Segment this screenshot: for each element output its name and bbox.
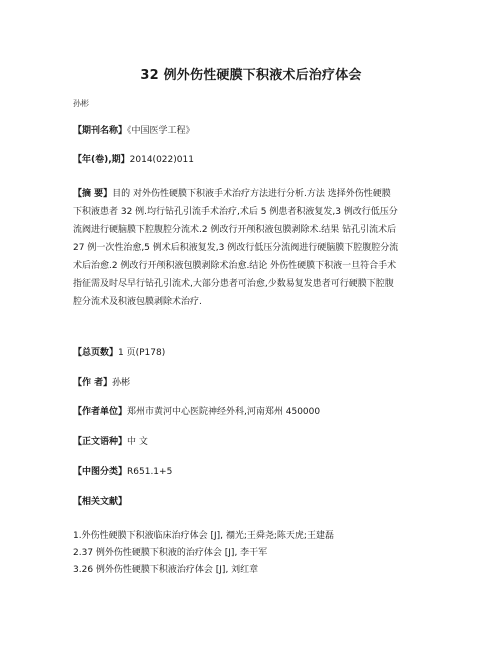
- related-list: [73, 528, 334, 579]
- author-value: 孙彬: [112, 378, 131, 388]
- abstract-line: 【摘 要】目的 对外伤性硬膜下积液手术治疗方法进行分析.方法 选择外伤性硬膜: [73, 189, 391, 199]
- classification-label: 【中图分类】: [73, 467, 128, 477]
- language-field: [73, 436, 148, 449]
- year-issue-label: 【年(卷),期】: [73, 155, 130, 165]
- classification-field: [73, 466, 172, 479]
- abstract-line: 腔分流术及积液包膜剥除术治疗.: [73, 297, 202, 307]
- journal-label: 【期刊名称】: [73, 126, 128, 136]
- abstract-line: 下积液患者 32 例.均行钻孔引流手术治疗,术后 5 例患者积液复发,3 例改行低压分: [73, 207, 398, 217]
- abstract-label: 【摘 要】: [73, 189, 113, 199]
- related-item[interactable]: 1.外伤性硬膜下积液临床治疗体会 [J], 禤光;王舜尧;陈天虎;王建磊: [73, 531, 334, 541]
- abstract-block: [73, 185, 433, 311]
- abstract-line: 指征需及时尽早行钻孔引流术,大部分患者可治愈,少数易复发患者可行硬膜下腔腹: [73, 279, 394, 289]
- related-heading: [73, 496, 127, 509]
- year-issue-value: 2014(022)011: [129, 155, 194, 165]
- pages-field: [73, 347, 165, 360]
- related-item[interactable]: 2.37 例外伤性硬膜下积液的治疗体会 [J], 李干军: [73, 548, 268, 558]
- abstract-line: 流阀进行硬脑膜下腔腹腔分流术.2 例改行开颅积液包膜剥除术.结果 钻孔引流术后: [73, 225, 397, 235]
- pages-label: 【总页数】: [73, 348, 119, 358]
- author-label: 【作 者】: [73, 378, 113, 388]
- language-label: 【正文语种】: [73, 437, 128, 447]
- affiliation-value: 郑州市黄河中心医院神经外科,河南郑州 450000: [127, 407, 321, 417]
- document-title: 32 例外伤性硬膜下积液术后治疗体会: [140, 68, 362, 83]
- language-value: 中 文: [127, 437, 148, 447]
- classification-value: R651.1+5: [127, 467, 173, 477]
- related-item[interactable]: 3.26 例外伤性硬膜下积液治疗体会 [J], 刘红章: [73, 565, 259, 575]
- pages-value: 1 页(P178): [118, 348, 166, 358]
- author-byline: 孙彬: [73, 99, 89, 108]
- affiliation-field: [73, 406, 320, 419]
- journal-value: 《中国医学工程》: [127, 126, 195, 136]
- abstract-line: 27 例一次性治愈,5 例术后积液复发,3 例改行低压分流阀进行硬脑膜下腔腹腔分流: [73, 243, 399, 253]
- author-field: [73, 377, 130, 390]
- related-label: 【相关文献】: [73, 497, 128, 507]
- journal-field: [73, 125, 195, 138]
- affiliation-label: 【作者单位】: [73, 407, 128, 417]
- year-issue-field: [73, 154, 194, 167]
- abstract-line: 术后治愈.2 例改行开颅积液包膜剥除术治愈.结论 外伤性硬膜下积液一旦符合手术: [73, 261, 397, 271]
